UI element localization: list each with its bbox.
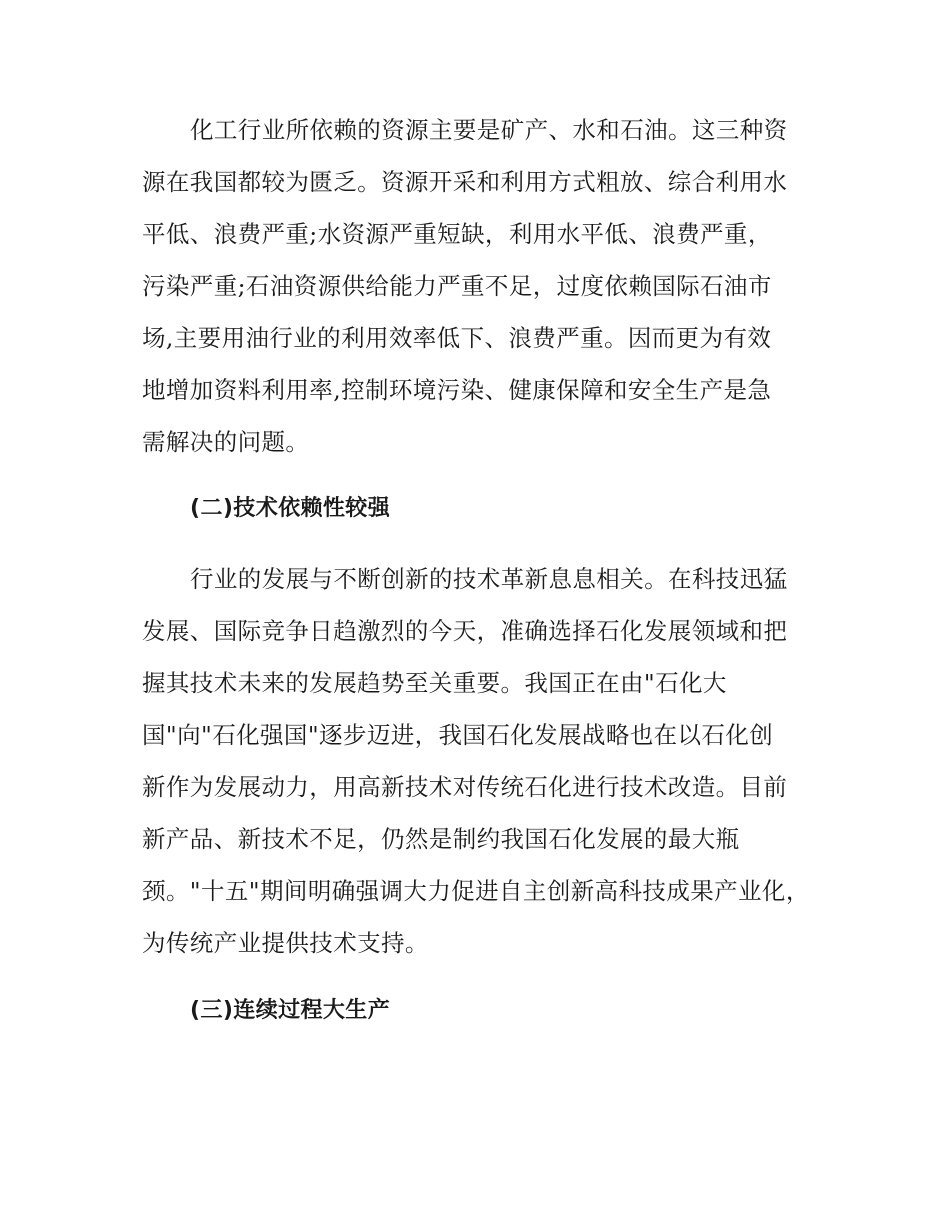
section-heading-3: (三)连续过程大生产 [190, 998, 391, 1023]
paragraph-2-line-5: 新作为发展动力，用高新技术对传统石化进行技术改造。目前 [142, 773, 788, 801]
paragraph-1-line-4: 污染严重;石油资源供给能力严重不足，过度依赖国际石油市 [142, 272, 772, 300]
paragraph-2-line-1: 行业的发展与不断创新的技术革新息息相关。在科技迅猛 [190, 565, 788, 593]
paragraph-1-line-3: 平低、浪费严重;水资源严重短缺，利用水平低、浪费严重， [142, 220, 772, 248]
paragraph-2-line-4: 国"向"石化强国"逐步迈进，我国石化发展战略也在以石化创 [142, 721, 774, 749]
paragraph-2-line-3: 握其技术未来的发展趋势至关重要。我国正在由"石化大 [142, 669, 727, 697]
paragraph-1-line-7: 需解决的问题。 [142, 428, 310, 456]
section-heading-2: (二)技术依赖性较强 [190, 496, 391, 521]
paragraph-2-line-6: 新产品、新技术不足，仍然是制约我国石化发展的最大瓶 [142, 825, 740, 853]
paragraph-2-line-8: 为传统产业提供技术支持。 [142, 929, 429, 957]
paragraph-2-line-7: 颈。"十五"期间明确强调大力促进自主创新高科技成果产业化， [142, 877, 810, 905]
paragraph-1-line-5: 场,主要用油行业的利用效率低下、浪费严重。因而更为有效 [142, 324, 772, 352]
paragraph-1-line-6: 地增加资料利用率,控制环境污染、健康保障和安全生产是急 [142, 376, 772, 404]
paragraph-2-line-2: 发展、国际竞争日趋激烈的今天，准确选择石化发展领域和把 [142, 617, 788, 645]
paragraph-1-line-2: 源在我国都较为匮乏。资源开采和利用方式粗放、综合利用水 [142, 168, 788, 196]
paragraph-1-line-1: 化工行业所依赖的资源主要是矿产、水和石油。这三种资 [190, 116, 788, 144]
